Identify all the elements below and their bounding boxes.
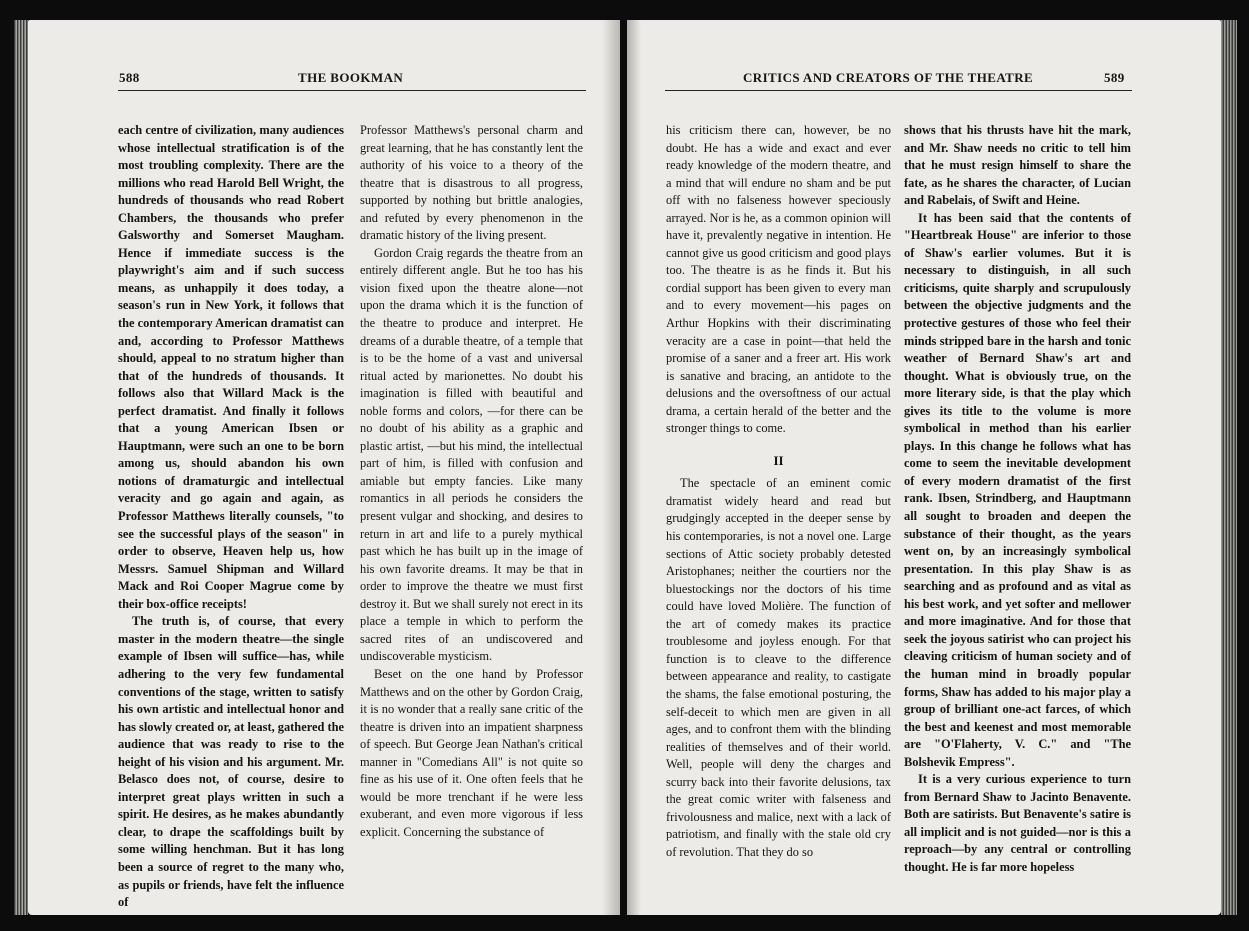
paragraph: Professor Matthews's personal charm and great learning, that he has constantly lent the authority of his voice to a theory of the theatre that is disastrous to all progress, supported by nothing but brittle analogies, and refuted by every phenomenon in the dramatic history of the living present. [360, 123, 583, 243]
paragraph: shows that his thrusts have hit the mark, and Mr. Shaw needs no critic to tell him that he must resign himself to share the fate, as he shares the character, of Lucian and Rabelais, of Swift and Heine. [904, 123, 1131, 208]
right-page-edges [1221, 20, 1237, 915]
header-rule-left [118, 90, 586, 91]
page-number-left: 588 [119, 70, 140, 85]
paragraph: Gordon Craig regards the theatre from an entirely different angle. But he too has his vision fixed upon the theatre alone—not upon the drama which it is the function of the theatre to produce and interpret. He dreams of a durable theatre, of a temple that is to be the home of a vast and universal ritual acted by marionettes. No doubt his imagination is filled with beautiful and noble forms and colors, —for there can be no doubt of his ability as a graphic and plastic artist, —but his mind, the intellectual part of him, is filled with confusion and amiable but empty fancies. Like many romantics in all periods he considers the present vulgar and shocking, and desires to return in art and life to a purely mythical past which he has built up in the image of his own favorite dreams. It may be that in order to improve the theatre we must first destroy it. But we shall surely not erect in its place a temple in which to perform the sacred rites of an undiscovered and undiscoverable mysticism. [360, 245, 583, 664]
right-column-1 [666, 122, 891, 861]
right-column-2 [904, 122, 1131, 877]
paragraph: each centre of civilization, many audiences whose intellectual stratification is of the most troubling complexity. There are the millions who read Harold Bell Wright, the hundreds of thousands who read Robert Chambers, the thousands who prefer Galsworthy and Somerset Maugham. Hence if immediate success is the playwright's aim and if such success means, as unhappily it does today, a season's run in New York, it follows that the contemporary American dramatist can and, according to Professor Matthews should, appeal to no stratum higher than that of the hundreds of thousands. It follows also that Willard Mack is the perfect dramatist. And finally it follows that a young American Ibsen or Hauptmann, were such an one to be born among us, should abandon his own notions of dramaturgic and intellectual veracity and go again and again, as Professor Matthews literally counsels, "to see the successful plays of the season" in order to observe, Heaven help us, how Messrs. Samuel Shipman and Willard Mack and Roi Cooper Magrue come by their box-office receipts! [118, 123, 344, 611]
header-rule-right [665, 90, 1132, 91]
left-header [28, 70, 620, 88]
paragraph: It is a very curious experience to turn from Bernard Shaw to Jacinto Benavente. Both are satirists. But Benavente's satire is all implicit and is not guided—nor is this a reproach—by any central or controlling thought. He is far more hopeless [904, 772, 1131, 874]
page-number-right: 589 [1104, 70, 1125, 85]
paragraph: The truth is, of course, that every master in the modern theatre—the single example of Ibsen will suffice—has, while adhering to the very few fundamental conventions of the stage, written to satisfy his own artistic and intellectual honor and has slowly created or, at least, gathered the audience that was ready to rise to the height of his vision and his argument. Mr. Belasco does not, of course, desire to interpret great plays written in such a spirit. He desires, as he makes abundantly clear, to drape the scaffoldings built by some willing henchman. But it has long been a source of regret to the many who, as pupils or friends, have felt the influence of [118, 614, 344, 910]
paragraph: Beset on the one hand by Professor Matthews and on the other by Gordon Craig, it is no wonder that a really sane critic of the theatre is driven into an impatient sharpness of speech. But George Jean Nathan's critical manner in "Comedians All" is not quite so fine as his use of it. One often feels that he would be more trenchant if he were less exuberant, and even more vigorous if less explicit. Concerning the substance of [360, 666, 583, 839]
gutter-shadow [627, 20, 641, 915]
left-column-2 [360, 122, 583, 841]
section-heading: II [773, 452, 784, 468]
right-page [627, 20, 1221, 915]
right-header [627, 70, 1221, 88]
paragraph: The spectacle of an eminent comic dramatist widely heard and read but grudgingly accepted in the deeper sense by his contemporaries, is not a novel one. Large sections of Attic society probably detested Aristophanes; neither the courtiers nor the bluestockings nor the doctors of his time could have loved Molière. The function of the art of comedy makes its practice troublesome and joyless enough. For that function is to cleave to the difference between appearance and reality, to castigate the shams, the false emotional posturing, the self-deceit to which men are given in all ages, and to confront them with the blinding realities of themselves and of their world. Well, people will deny the charges and scurry back into their favorite delusions, tax the great comic writer with falseness and frivolousness and malice, next with a lack of patriotism, and finally with the stale old cry of revolution. That they do so [666, 476, 891, 859]
running-head-left: THE BOOKMAN [298, 70, 404, 85]
paragraph: It has been said that the contents of "Heartbreak House" are inferior to those of Shaw's earlier volumes. But it is necessary to distinguish, in all such criticisms, quite sharply and scrupulously between the objective judgments and the protective gestures of those who feel their minds stripped bare in the harsh and tonic weather of Bernard Shaw's art and thought. What is obviously true, on the more literary side, is that the play which gives its title to the volume is more symbolical in method than his earlier plays. In this change he follows what has come to seem the inevitable development of every modern dramatist of the first rank. Ibsen, Strindberg, and Hauptmann all sought to broaden and deepen the substance of their thought, as the years went on, by an increasingly symbolical presentation. In this play Shaw is as searching and as profound and as vital as his best work, and yet softer and mellower and more imaginative. And for those that seek the joyous satirist who can project his cleaving criticism of human society and of the human mind in broadly popular forms, Shaw has added to his major play a group of brilliant one-act farces, of which the best and keenest and most memorable are "O'Flaherty, V. C." and "The Bolshevik Empress". [904, 210, 1131, 769]
left-page [28, 20, 620, 915]
running-head-right: CRITICS AND CREATORS OF THE THEATRE [743, 70, 1034, 85]
left-page-edges [14, 20, 28, 915]
paragraph: his criticism there can, however, be no doubt. He has a wide and exact and ever ready knowledge of the modern theatre, and a mind that will endure no sham and be put off with no falseness however speciously arrayed. Nor is he, as a common opinion will have it, prevalently negative in intention. He cannot give us good criticism and good plays too. The theatre is as he finds it. But his cordial support has been given to every man and to every movement—his pages on Arthur Hopkins with their discriminating veracity are a case in point—that held the promise of a saner and a freer art. His work is sanative and bracing, an antidote to the delusions and the oversoftness of our actual drama, a certain herald of the better and the stronger things to come. [666, 123, 891, 436]
gutter-shadow [602, 20, 620, 915]
left-column-1 [118, 122, 344, 912]
